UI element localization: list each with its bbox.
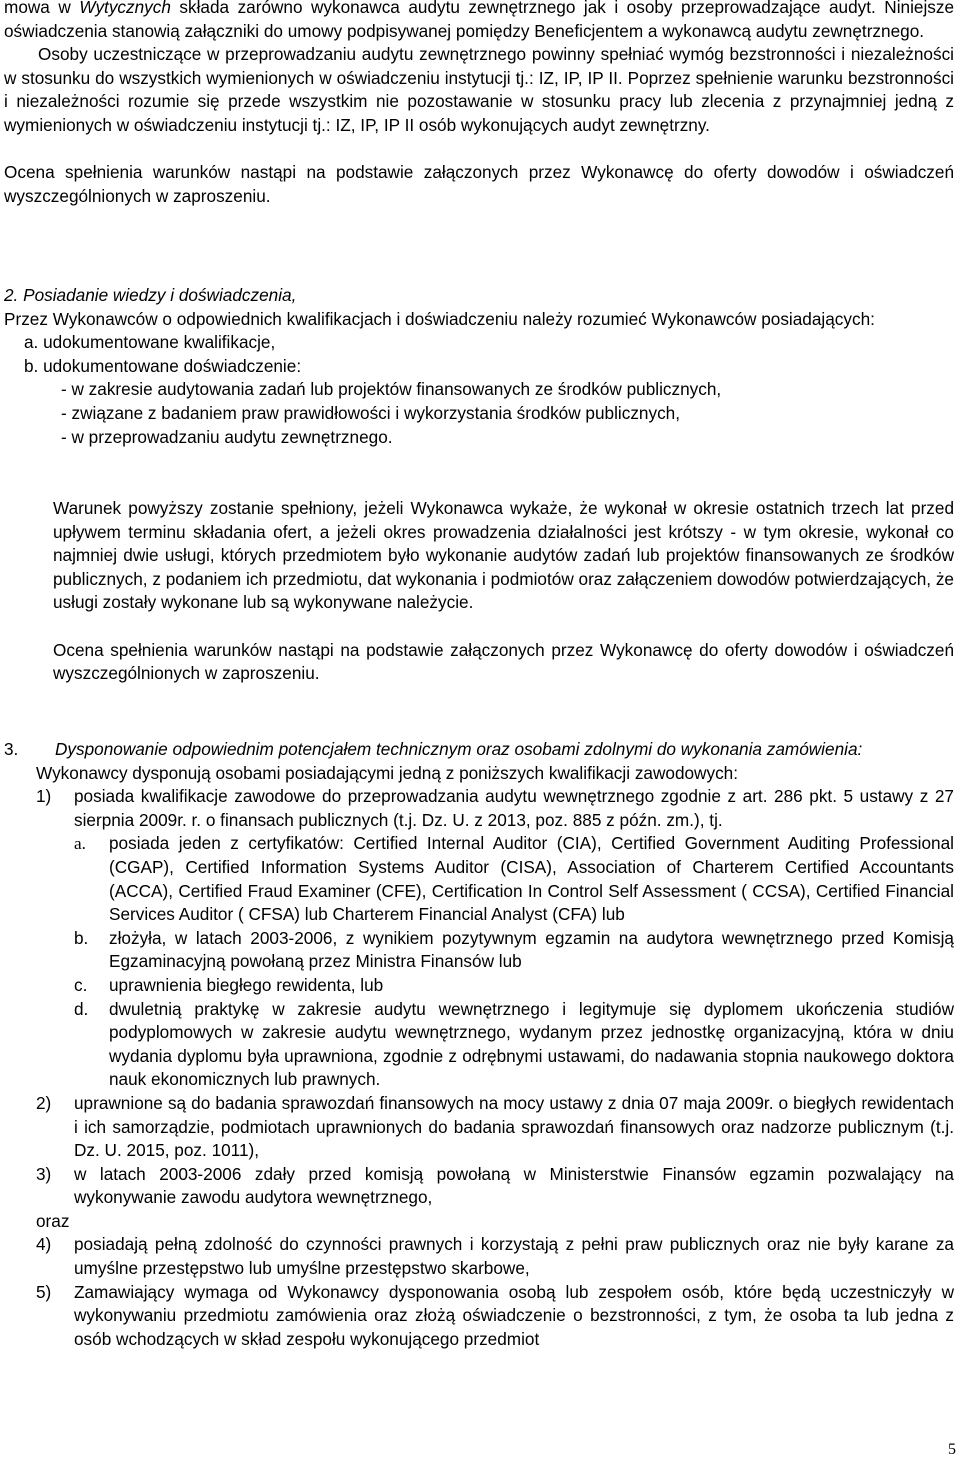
dash-item-2: - związane z badaniem praw prawidłowości i wykorzystania środków publicznych, — [61, 402, 681, 423]
numbered-item-4: 4) posiadają pełną zdolność do czynności prawnych i korzystają z pełni praw publicznych oraz nie były karane za umyślne przestępstwo lub umyślne przestępstwo skarbowe, — [36, 1234, 954, 1279]
section-3-number: 3. — [4, 739, 19, 759]
numbered-item-1: 1) posiada kwalifikacje zawodowe do przeprowadzania audytu wewnętrznego zgodnie z art. 286 pkt. 5 ustawy z 27 sierpnia 2009r. r. o finansach publicznych (t.j. Dz. U. z 2013, poz. 885 z późn. zm.), tj. — [36, 786, 954, 830]
section-3-heading: Dysponowanie odpowiednim potencjałem technicznym oraz osobami zdolnymi do wykonania zamówienia: — [55, 739, 863, 759]
sub-item-a: a. posiada jeden z certyfikatów: Certified Internal Auditor (CIA), Certified Government Auditing Professional (CGAP), Certified Information Systems Auditor (CISA), Association of Charterem Certified Accountants (ACCA), Certified Fraud Examiner (CFE), Certification In Control Self Assessment ( CCSA), Certified Financial Services Auditor ( CFSA) lub Charterem Financial Analyst (CFA) lub — [74, 833, 954, 925]
paragraph-assessment: Ocena spełnienia warunków nastąpi na podstawie załączonych przez Wykonawcę do oferty dowodów i oświadczeń wyszczególnionych w zaproszeniu. — [4, 162, 954, 206]
intro-block — [4, 0, 954, 208]
condition-paragraph: Warunek powyższy zostanie spełniony, jeżeli Wykonawca wykaże, że wykonał w okresie ostatnich trzech lat przed upływem terminu składania ofert, a jeżeli okres prowadzenia działalności jest krótszy - w tym okresie, wykonał co najmniej dwie usługi, których przedmiotem było wykonanie audytów zadań lub projektów finansowanych ze środków publicznych, z podaniem ich przedmiotu, dat wykonania i podmiotów oraz załączeniem dowodów potwierdzających, że usługi zostały wykonane lub są wykonywane należycie. — [53, 498, 954, 613]
dash-item-1: - w zakresie audytowania zadań lub projektów finansowanych ze środków publicznych, — [61, 379, 722, 400]
section-3-intro: Wykonawcy dysponują osobami posiadającymi jedną z poniższych kwalifikacji zawodowych: — [36, 762, 738, 783]
numbered-item-5: 5) Zamawiający wymaga od Wykonawcy dysponowania osobą lub zespołem osób, które będą uczestniczyły w wykonywaniu przedmiotu zamówienia oraz złożą oświadczenie o bezstronności, z tym, że osoba ta lub jedna z osób wchodzących w skład zespołu wykonującego przedmiot — [36, 1281, 954, 1349]
section-3 — [4, 738, 954, 1351]
dash-item-3: - w przeprowadzaniu audytu zewnętrznego. — [61, 426, 393, 447]
numbered-item-2: 2) uprawnione są do badania sprawozdań finansowych na mocy ustawy z dnia 07 maja 2009r. o biegłych rewidentach i ich samorządzie, podmiotach uprawnionych do badania sprawozdań finansowych oraz nadzorze publicznym (t.j. Dz. U. 2015, poz. 1011), — [36, 1092, 954, 1161]
list-item-a: a. udokumentowane kwalifikacje, — [24, 332, 276, 353]
page-number: 5 — [948, 1441, 956, 1458]
sub-item-c: c. uprawnienia biegłego rewidenta, lub — [74, 974, 384, 995]
oraz-connector: oraz — [36, 1210, 70, 1231]
sub-item-d: d. dwuletnią praktykę w zakresie audytu wewnętrznego i legitymuje się dyplomem ukończenia studiów podyplomowych w zakresie audytu wewnętrznego, wydanym przez jednostkę organizacyjną, która w dniu wydania dyplomu była uprawniona, zgodnie z odrębnymi ustawami, do nadawania stopnia naukowego doktora nauk ekonomicznych lub prawnych. — [74, 998, 954, 1090]
paragraph-impartiality: Osoby uczestniczące w przeprowadzaniu audytu zewnętrznego powinny spełniać wymóg bezstronności i niezależności w stosunku do wszystkich wymienionych w oświadczeniu instytucji tj.: IZ, IP, IP II. Poprzez spełnienie warunku bezstronności i niezależności rozumie się przede wszystkim nie pozostawanie w stosunku pracy lub zlecenia z przynajmniej jedną z wymienionych w oświadczeniu instytucji tj.: IZ, IP, IP II osób wykonujących audyt zewnętrzny. — [4, 44, 954, 135]
section-2 — [4, 284, 954, 449]
numbered-item-3: 3) w latach 2003-2006 zdały przed komisją powołaną w Ministerstwie Finansów egzamin pozwalający na wykonywanie zawodu audytora wewnętrznego, — [36, 1163, 954, 1208]
sub-item-b: b. złożyła, w latach 2003-2006, z wynikiem pozytywnym egzamin na audytora wewnętrznego przed Komisją Egzaminacyjną powołaną przez Ministra Finansów lub — [74, 927, 954, 972]
section-2-condition — [53, 497, 954, 686]
section-2-heading: 2. Posiadanie wiedzy i doświadczenia, — [4, 285, 297, 305]
section-2-assessment: Ocena spełnienia warunków nastąpi na podstawie załączonych przez Wykonawcę do oferty dowodów i oświadczeń wyszczególnionych w zaproszeniu. — [53, 639, 954, 684]
section-3-heading-row — [4, 738, 954, 762]
paragraph-wytyczne: mowa w Wytycznych składa zarówno wykonawca audytu zewnętrznego jak i osoby przeprowadzające audyt. Niniejsze oświadczenia stanowią załączniki do umowy podpisywanej pomiędzy Beneficjentem a wykonawcą audytu zewnętrznego. — [4, 0, 954, 43]
list-item-b: b. udokumentowane doświadczenie: — [24, 355, 302, 376]
section-2-intro: Przez Wykonawców o odpowiednich kwalifikacjach i doświadczeniu należy rozumieć Wykonawców posiadających: — [4, 308, 875, 329]
italic-wytycznych: Wytycznych — [79, 0, 171, 17]
